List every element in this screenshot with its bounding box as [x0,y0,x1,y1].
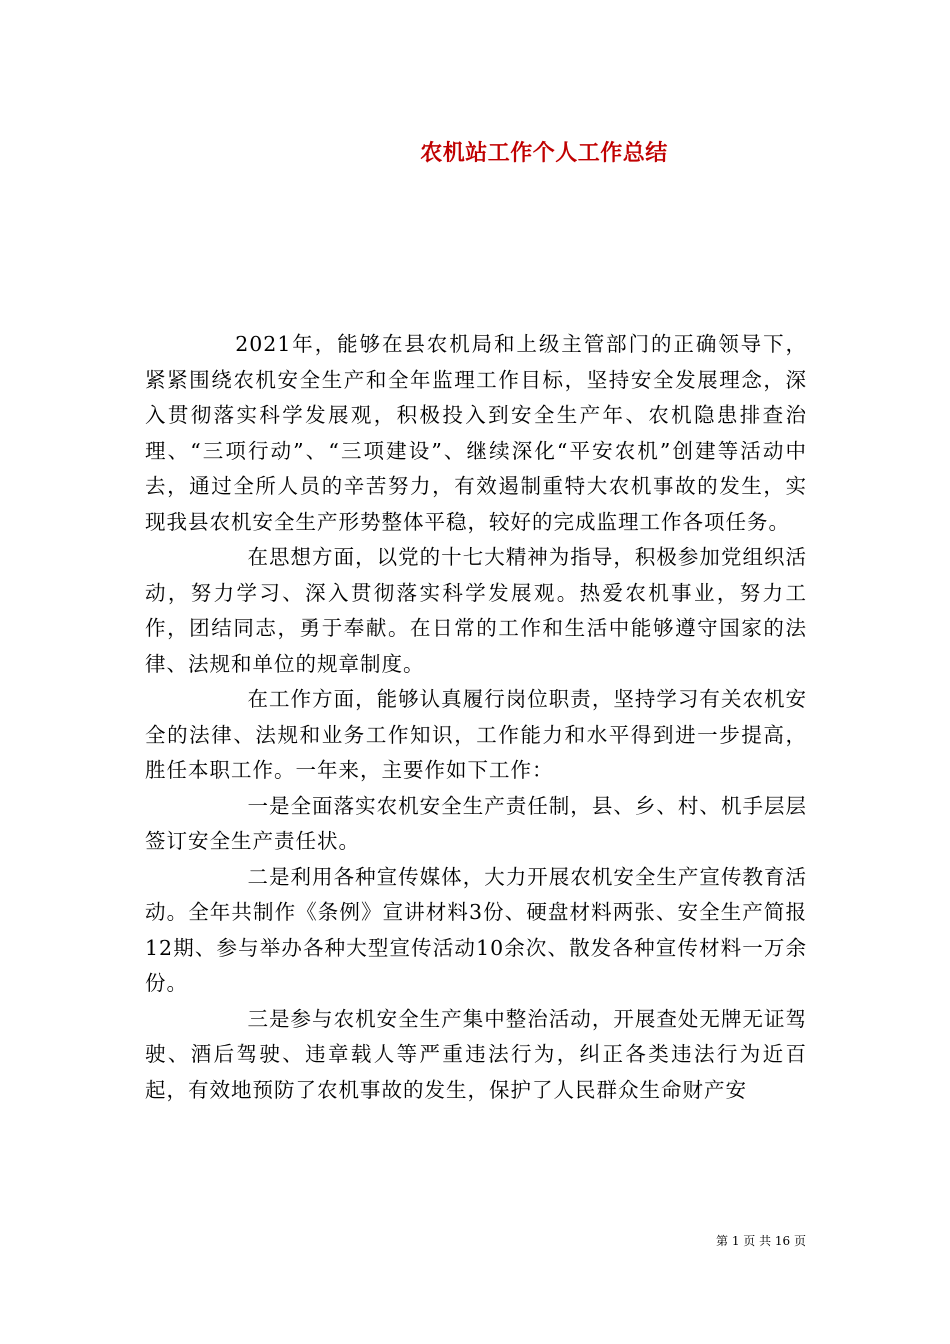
paragraph-item-2: 二是利用各种宣传媒体，大力开展农机安全生产宣传教育活动。全年共制作《条例》宣讲材料3份、硬盘材料两张、安全生产简报12期、参与举办各种大型宣传活动10余次、散发各种宣传材料一万余份。 [145,864,807,995]
paragraph-item-3: 三是参与农机安全生产集中整治活动，开展查处无牌无证驾驶、酒后驾驶、违章载人等严重违法行为，纠正各类违法行为近百起，有效地预防了农机事故的发生，保护了人民群众生命财产安 [145,1006,807,1102]
paragraph-intro: 2021年，能够在县农机局和上级主管部门的正确领导下，紧紧围绕农机安全生产和全年监理工作目标，坚持安全发展理念，深入贯彻落实科学发展观，积极投入到安全生产年、农机隐患排查治理、“三项行动”、“三项建设”、继续深化“平安农机”创建等活动中去，通过全所人员的辛苦努力，有效遏制重特大农机事故的发生，实现我县农机安全生产形势整体平稳，较好的完成监理工作各项任务。 [145,332,807,534]
paragraph-work: 在工作方面，能够认真履行岗位职责，坚持学习有关农机安全的法律、法规和业务工作知识，工作能力和水平得到进一步提高，胜任本职工作。一年来，主要作如下工作： [145,687,807,782]
page-footer: 第 1 页 共 16 页 [716,1234,806,1248]
paragraph-item-1: 一是全面落实农机安全生产责任制，县、乡、村、机手层层签订安全生产责任状。 [145,793,807,853]
paragraph-thought: 在思想方面，以党的十七大精神为指导，积极参加党组织活动，努力学习、深入贯彻落实科学发展观。热爱农机事业，努力工作，团结同志，勇于奉献。在日常的工作和生活中能够遵守国家的法律、法规和单位的规章制度。 [145,545,807,676]
document-title: 农机站工作个人工作总结 [420,140,668,166]
document-body [145,327,807,1108]
